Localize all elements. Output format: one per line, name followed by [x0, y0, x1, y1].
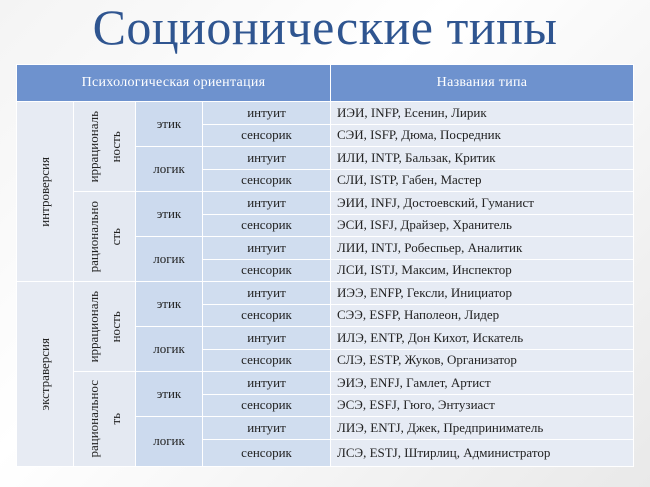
type-name: ЭСИ, ISFJ, Драйзер, Хранитель: [331, 214, 634, 237]
group-irrational_b: [74, 282, 136, 372]
perception-intuit: интуит: [203, 237, 331, 260]
type-name: ЭИЭ, ENFJ, Гамлет, Артист: [331, 372, 634, 395]
perception-sensor: сенсорик: [203, 394, 331, 417]
perception-intuit: интуит: [203, 372, 331, 395]
function-logic: логик: [136, 327, 203, 372]
group-extraversion: [17, 282, 74, 467]
perception-sensor: сенсорик: [203, 214, 331, 237]
perception-intuit: интуит: [203, 282, 331, 305]
type-name: ИЛЭ, ENTP, Дон Кихот, Искатель: [331, 327, 634, 350]
function-logic: логик: [136, 147, 203, 192]
group-rational_b: [74, 372, 136, 467]
header-orientation: Психологическая ориентация: [17, 65, 331, 102]
type-name: СЛЭ, ESTP, Жуков, Организатор: [331, 349, 634, 372]
group-label: экстраверсия: [37, 337, 52, 410]
function-ethic: этик: [136, 372, 203, 417]
group-label: интроверсия: [37, 156, 52, 227]
group-introversion: [17, 102, 74, 282]
function-ethic: этик: [136, 282, 203, 327]
perception-intuit: интуит: [203, 417, 331, 440]
group-rational_a: [74, 192, 136, 282]
perception-sensor: сенсорик: [203, 124, 331, 147]
type-name: ИЛИ, INTP, Бальзак, Критик: [331, 147, 634, 170]
perception-intuit: интуит: [203, 192, 331, 215]
header-type-names: Названия типа: [331, 65, 634, 102]
perception-sensor: сенсорик: [203, 304, 331, 327]
type-name: ЭСЭ, ESFJ, Гюго, Энтузиаст: [331, 394, 634, 417]
type-name: ИЭЭ, ENFP, Гексли, Инициатор: [331, 282, 634, 305]
perception-sensor: сенсорик: [203, 439, 331, 466]
type-name: ЛСЭ, ESTJ, Штирлиц, Администратор: [331, 439, 634, 466]
page-title: Соционические типы: [92, 0, 558, 55]
function-ethic: этик: [136, 102, 203, 147]
perception-intuit: интуит: [203, 147, 331, 170]
group-label: рациональнос ть: [85, 380, 123, 458]
type-name: СЛИ, ISTP, Габен, Мастер: [331, 169, 634, 192]
group-label: иррациональ ность: [85, 110, 123, 183]
perception-sensor: сенсорик: [203, 349, 331, 372]
type-name: ЛСИ, ISTJ, Максим, Инспектор: [331, 259, 634, 282]
function-ethic: этик: [136, 192, 203, 237]
perception-intuit: интуит: [203, 327, 331, 350]
table-row: [17, 192, 634, 215]
socionics-table: [16, 64, 634, 467]
type-name: ЛИИ, INTJ, Робеспьер, Аналитик: [331, 237, 634, 260]
group-irrational_a: [74, 102, 136, 192]
function-logic: логик: [136, 237, 203, 282]
function-logic: логик: [136, 417, 203, 467]
perception-intuit: интуит: [203, 102, 331, 125]
group-label: рационально сть: [85, 200, 123, 273]
type-name: СЭИ, ISFP, Дюма, Посредник: [331, 124, 634, 147]
type-name: ИЭИ, INFP, Есенин, Лирик: [331, 102, 634, 125]
perception-sensor: сенсорик: [203, 169, 331, 192]
perception-sensor: сенсорик: [203, 259, 331, 282]
table-row: [17, 102, 634, 125]
table-row: [17, 372, 634, 395]
type-name: ЛИЭ, ENTJ, Джек, Предприниматель: [331, 417, 634, 440]
group-label: иррациональ ность: [85, 290, 123, 363]
table-row: [17, 282, 634, 305]
type-name: СЭЭ, ESFP, Наполеон, Лидер: [331, 304, 634, 327]
type-name: ЭИИ, INFJ, Достоевский, Гуманист: [331, 192, 634, 215]
